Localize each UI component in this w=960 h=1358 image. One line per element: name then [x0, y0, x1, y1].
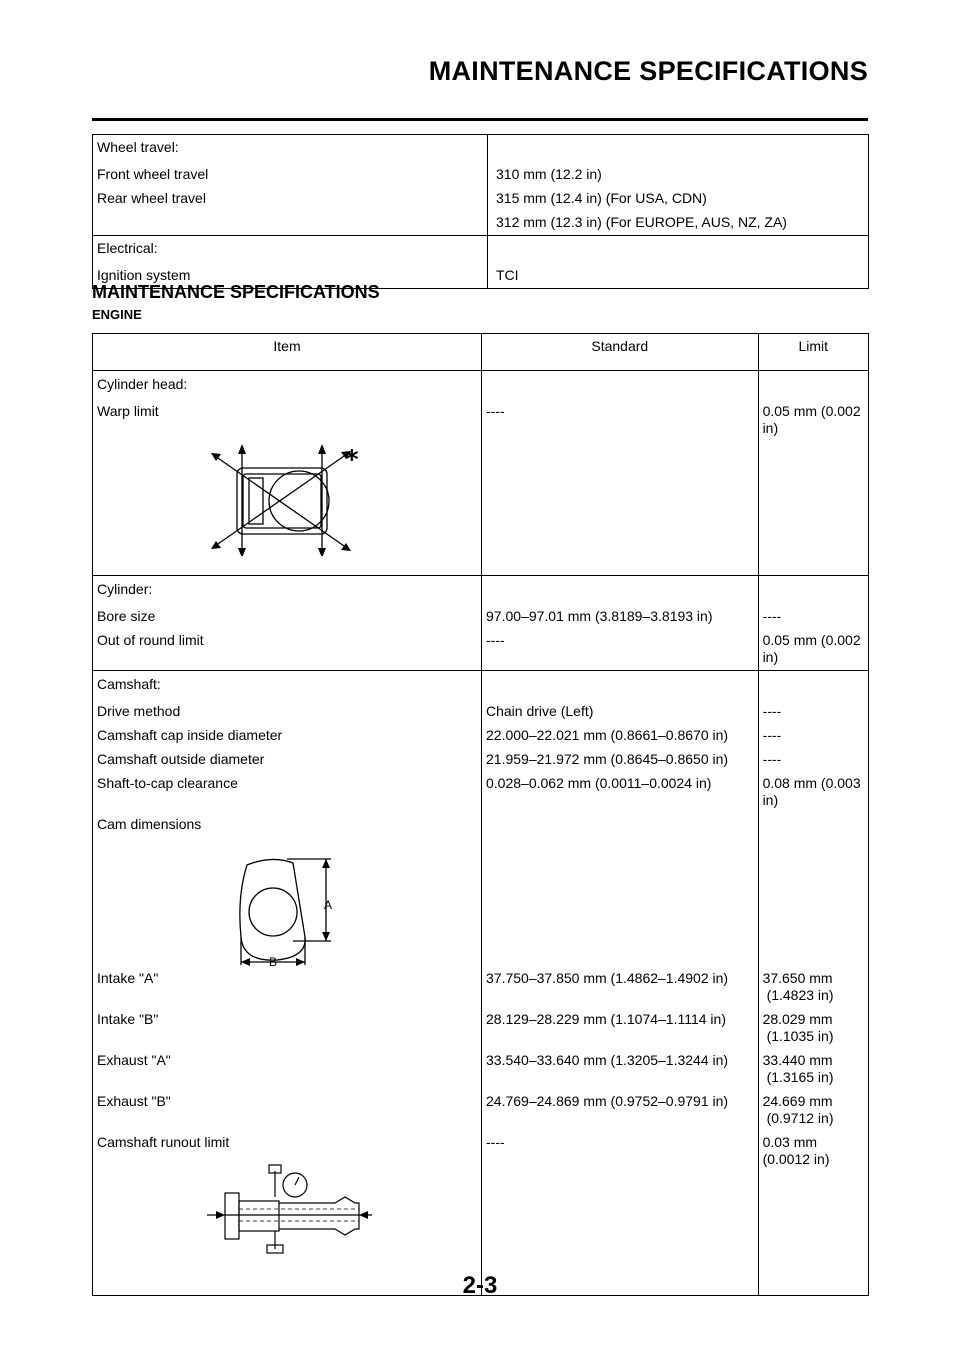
- exhaust-a-limit-line2: (1.3165 in): [766, 1069, 834, 1085]
- cap-inside-diameter-label: Camshaft cap inside diameter: [97, 727, 283, 743]
- out-of-round-label: Out of round limit: [97, 632, 204, 648]
- oor-limit-line1: 0.05 mm (0.002: [762, 632, 861, 648]
- wheel-travel-label: Wheel travel:: [97, 139, 179, 155]
- exhaust-b-label: Exhaust "B": [97, 1093, 171, 1109]
- intake-b-label: Intake "B": [97, 1011, 159, 1027]
- intake-b-limit: [763, 1008, 864, 1049]
- cylinder-group: [93, 576, 869, 671]
- cam-dimensions-label: Cam dimensions: [97, 816, 202, 832]
- cylinder-head-group: [93, 371, 869, 576]
- bore-size-label: Bore size: [97, 608, 156, 624]
- intake-b-standard: 28.129–28.229 mm (1.1074–1.1114 in): [486, 1011, 726, 1027]
- section-subtitle: ENGINE: [92, 307, 142, 322]
- exhaust-a-standard: 33.540–33.640 mm (1.3205–1.3244 in): [486, 1052, 729, 1068]
- exhaust-a-limit-line1: 33.440 mm: [762, 1052, 833, 1068]
- rear-wheel-travel-label: Rear wheel travel: [97, 190, 206, 206]
- exhaust-a-limit: [763, 1049, 864, 1090]
- oor-limit-line2: in): [762, 649, 779, 665]
- front-wheel-travel-label: Front wheel travel: [97, 166, 209, 182]
- exhaust-b-standard: 24.769–24.869 mm (0.9752–0.9791 in): [486, 1093, 729, 1109]
- warp-limit-value: [763, 400, 864, 437]
- section-title: MAINTENANCE SPECIFICATIONS: [92, 282, 380, 302]
- cylinder-label: Cylinder:: [97, 581, 153, 597]
- wheel-travel-group: [93, 135, 869, 236]
- cylinder-head-label: Cylinder head:: [97, 376, 188, 392]
- out-of-round-limit: [763, 629, 864, 670]
- outside-diameter-label: Camshaft outside diameter: [97, 751, 265, 767]
- rear-wheel-travel-value-europe: 312 mm (12.3 in) (For EUROPE, AUS, NZ, ZA): [496, 214, 787, 230]
- clearance-limit-line1: 0.08 mm (0.003: [762, 775, 861, 791]
- intake-b-limit-line1: 28.029 mm: [762, 1011, 833, 1027]
- intake-a-label: Intake "A": [97, 970, 159, 986]
- header-item: Item: [93, 334, 482, 371]
- shaft-to-cap-clearance-standard: 0.028–0.062 mm (0.0011–0.0024 in): [486, 775, 712, 791]
- ignition-system-value: TCI: [496, 267, 519, 283]
- page-number: 2-3: [462, 1272, 498, 1299]
- vehicle-specs-table: [92, 134, 869, 289]
- warp-limit-standard: ----: [486, 403, 505, 419]
- runout-limit-line2: (0.0012 in): [762, 1151, 830, 1167]
- intake-b-limit-line2: (1.1035 in): [766, 1028, 834, 1044]
- exhaust-a-label: Exhaust "A": [97, 1052, 171, 1068]
- cap-inside-diameter-limit: ----: [762, 727, 782, 743]
- runout-limit-label: Camshaft runout limit: [97, 1134, 230, 1150]
- electrical-label: Electrical:: [97, 240, 158, 256]
- cam-lobe-figure: [97, 837, 477, 967]
- camshaft-group: [93, 671, 869, 1296]
- shaft-to-cap-clearance-label: Shaft-to-cap clearance: [97, 775, 238, 791]
- intake-a-limit-line1: 37.650 mm: [762, 970, 833, 986]
- rear-wheel-travel-value-usa: 315 mm (12.4 in) (For USA, CDN): [496, 190, 707, 206]
- ignition-system-label: Ignition system: [97, 267, 191, 283]
- exhaust-b-limit-line1: 24.669 mm: [762, 1093, 833, 1109]
- runout-limit-standard: ----: [486, 1134, 505, 1150]
- clearance-limit-line2: in): [762, 792, 779, 808]
- drive-method-label: Drive method: [97, 703, 181, 719]
- warp-limit-value-line2: in): [762, 420, 779, 436]
- intake-a-limit-line2: (1.4823 in): [766, 987, 834, 1003]
- header-limit: Limit: [798, 338, 829, 354]
- warp-limit-label: Warp limit: [97, 403, 159, 419]
- shaft-to-cap-clearance-limit: [763, 772, 864, 813]
- intake-a-limit: [763, 967, 864, 1008]
- warp-limit-value-line1: 0.05 mm (0.002: [762, 403, 861, 419]
- asterisk-icon: *: [345, 445, 359, 475]
- bore-size-limit: ----: [762, 608, 782, 624]
- intake-a-standard: 37.750–37.850 mm (1.4862–1.4902 in): [486, 970, 729, 986]
- front-wheel-travel-value: 310 mm (12.2 in): [496, 166, 602, 182]
- header-standard: Standard: [482, 334, 759, 371]
- dimension-label-b: B: [269, 955, 278, 967]
- camshaft-runout-figure: [97, 1157, 477, 1257]
- outside-diameter-limit: ----: [762, 751, 782, 767]
- exhaust-b-limit: [763, 1090, 864, 1131]
- runout-limit-line1: 0.03 mm: [762, 1134, 818, 1150]
- page-header-title: MAINTENANCE SPECIFICATIONS: [428, 56, 868, 86]
- outside-diameter-standard: 21.959–21.972 mm (0.8645–0.8650 in): [486, 751, 729, 767]
- electrical-group: [93, 236, 869, 289]
- cap-inside-diameter-standard: 22.000–22.021 mm (0.8661–0.8670 in): [486, 727, 729, 743]
- out-of-round-standard: ----: [486, 632, 505, 648]
- exhaust-b-limit-line2: (0.9712 in): [766, 1110, 834, 1126]
- drive-method-limit: ----: [762, 703, 782, 719]
- table-header-row: [93, 334, 869, 371]
- bore-size-standard: 97.00–97.01 mm (3.8189–3.8193 in): [486, 608, 713, 624]
- dimension-label-a: A: [324, 898, 333, 912]
- engine-specs-table: [92, 333, 869, 1296]
- runout-limit-value: [763, 1131, 864, 1172]
- drive-method-standard: Chain drive (Left): [486, 703, 594, 719]
- header-rule: [92, 118, 868, 121]
- cylinder-head-warp-figure: [97, 416, 477, 556]
- camshaft-label: Camshaft:: [97, 676, 161, 692]
